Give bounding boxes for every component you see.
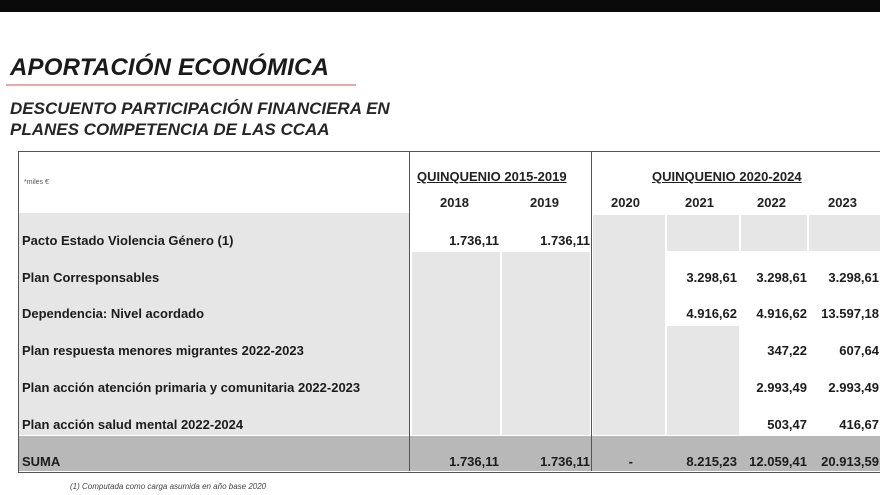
cell-2021: 4.916,62	[686, 306, 737, 321]
year-header: 2018	[440, 195, 469, 210]
sum-label: SUMA	[22, 454, 61, 469]
cell-2023: 607,64	[839, 343, 879, 358]
subtitle-line-2: PLANES COMPETENCIA DE LAS CCAA	[10, 120, 330, 139]
row-label: Plan respuesta menores migrantes 2022-2023	[22, 343, 304, 358]
page-subtitle	[10, 98, 390, 140]
cell-2019: 1.736,11	[540, 233, 590, 248]
table-separator-2	[591, 151, 592, 471]
cell-2022: 347,22	[767, 343, 807, 358]
cell-2021: 3.298,61	[686, 270, 737, 285]
title-underline	[6, 84, 356, 86]
year-header: 2021	[685, 195, 714, 210]
row-label: Plan Corresponsables	[22, 270, 160, 285]
sum-2019: 1.736,11	[540, 454, 590, 469]
sum-2023: 20.913,59	[821, 454, 879, 469]
cell-2023: 416,67	[839, 417, 879, 432]
year-header: 2022	[757, 195, 786, 210]
table-separator-1	[409, 151, 410, 471]
units-note: *miles €	[24, 179, 49, 186]
row-label: Plan acción atención primaria y comunitaria 2022-2023	[22, 380, 361, 395]
subtitle-line-1: DESCUENTO PARTICIPACIÓN FINANCIERA EN	[10, 99, 390, 118]
cell-2018: 1.736,11	[449, 233, 499, 248]
row-label: Plan acción salud mental 2022-2024	[22, 417, 244, 432]
cell-2022: 2.993,49	[756, 380, 807, 395]
cell-2022: 4.916,62	[756, 306, 807, 321]
footnote: (1) Computada como carga asumida en año base 2020	[70, 482, 267, 491]
sum-2022: 12.059,41	[749, 454, 807, 469]
cell-2023: 3.298,61	[828, 270, 879, 285]
cell-2022: 3.298,61	[756, 270, 807, 285]
year-header: 2023	[828, 195, 857, 210]
quinquenio-2020-2024-header: QUINQUENIO 2020-2024	[652, 169, 802, 184]
cell-2023: 2.993,49	[828, 380, 879, 395]
row-label: Dependencia: Nivel acordado	[22, 306, 205, 321]
year-header: 2019	[530, 195, 559, 210]
quinquenio-2015-2019-header: QUINQUENIO 2015-2019	[417, 169, 567, 184]
cell-2022: 503,47	[767, 417, 807, 432]
row-label: Pacto Estado Violencia Género (1)	[22, 233, 234, 248]
page-title: APORTACIÓN ECONÓMICA	[10, 54, 330, 81]
sum-2021: 8.215,23	[686, 454, 737, 469]
sum-2020: -	[628, 454, 633, 469]
top-bar	[0, 0, 880, 12]
cell-2023: 13.597,18	[821, 306, 879, 321]
year-header: 2020	[611, 195, 640, 210]
sum-2018: 1.736,11	[449, 454, 499, 469]
